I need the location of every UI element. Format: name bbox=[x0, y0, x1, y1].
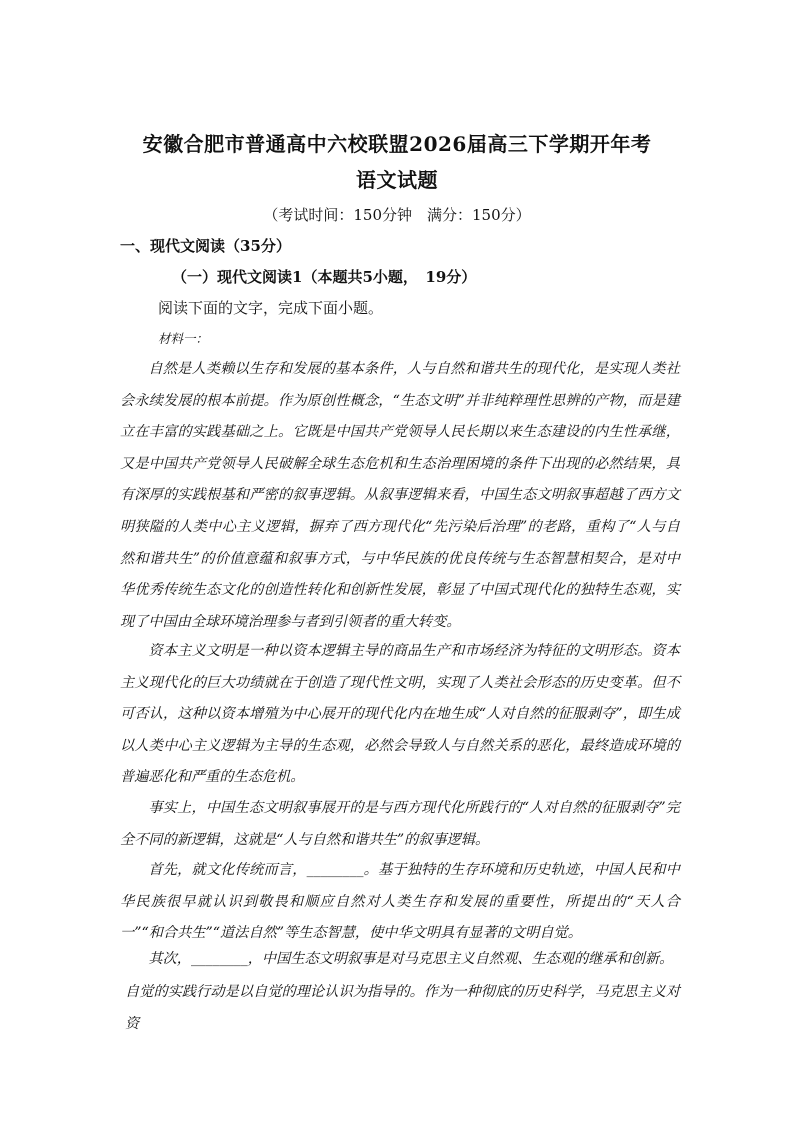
paragraph-5 bbox=[120, 944, 680, 976]
paragraph-3 bbox=[120, 793, 680, 856]
exam-info: （考试时间：150分钟 满分：150分） bbox=[263, 206, 531, 224]
paragraph-1 bbox=[120, 354, 680, 638]
paragraph-text: 首先，就文化传统而言，________。基于独特的生存环境和历史轨迹，中国人民和中华民族很早就认识到敬畏和顺应自然对人类生存和发展的重要性，所提出的“天人合一”“和合共生”“道法自然”等生态智慧，使中华文明具有显著的文明自觉。 bbox=[120, 862, 680, 942]
paragraph-text: 其次，________，中国生态文明叙事是对马克思主义自然观、生态观的继承和创新。 bbox=[148, 951, 674, 967]
paragraph-text: 自然是人类赖以生存和发展的基本条件，人与自然和谐共生的现代化，是实现人类社会永续发展的根本前提。作为原创性概念，“生态文明”并非纯粹理性思辨的产物，而是建立在丰富的实践基础之上。它既是中国共产党领导人民长期以来生态建设的内生性承继，又是中国共产党领导人民破解全球生态危机和生态治理困境的条件下出现的必然结果，具有深厚的实践根基和严密的叙事逻辑。从叙事逻辑来看，中国生态文明叙事超越了西方文明狭隘的人类中心主义逻辑，摒弃了西方现代化“先污染后治理”的老路，重构了“人与自然和谐共生”的价值意蕴和叙事方式，与中华民族的优良传统与生态智慧相契合，是对中华优秀传统生态文化的创造性转化和创新性发展，彰显了中国式现代化的独特生态观，实现了中国由全球环境治理参与者到引领者的重大转变。 bbox=[120, 361, 680, 630]
exam-title: 安徽合肥市普通高中六校联盟2026届高三下学期开年考 bbox=[142, 132, 652, 156]
paragraph-text: 资本主义文明是一种以资本逻辑主导的商品生产和市场经济为特征的文明形态。资本主义现代化的巨大功绩就在于创造了现代性文明，实现了人类社会形态的历史变革。但不可否认，这种以资本增殖为中心展开的现代化内在地生成“人对自然的征服剥夺”，即生成以人类中心主义逻辑为主导的生态观，必然会导致人与自然关系的恶化，最终造成环境的普遍恶化和严重的生态危机。 bbox=[120, 643, 680, 786]
paragraph-text: 自觉的实践行动是以自觉的理论认识为指导的。作为一种彻底的历史科学，马克思主义对资 bbox=[125, 984, 680, 1032]
paragraph-text: 事实上，中国生态文明叙事展开的是与西方现代化所践行的“人对自然的征服剥夺”完全不同的新逻辑，这就是“人与自然和谐共生”的叙事逻辑。 bbox=[120, 800, 680, 848]
paragraph-2 bbox=[120, 636, 680, 794]
paragraph-6 bbox=[125, 977, 680, 1040]
material-label: 材料一： bbox=[158, 331, 209, 346]
paragraph-4 bbox=[120, 855, 680, 950]
subject-title: 语文试题 bbox=[356, 168, 438, 192]
section-heading: 一、现代文阅读（35分） bbox=[120, 237, 291, 255]
reading-instruction: 阅读下面的文字，完成下面小题。 bbox=[158, 299, 384, 317]
subsection-heading: （一）现代文阅读1（本题共5小题， 19分） bbox=[172, 268, 477, 286]
